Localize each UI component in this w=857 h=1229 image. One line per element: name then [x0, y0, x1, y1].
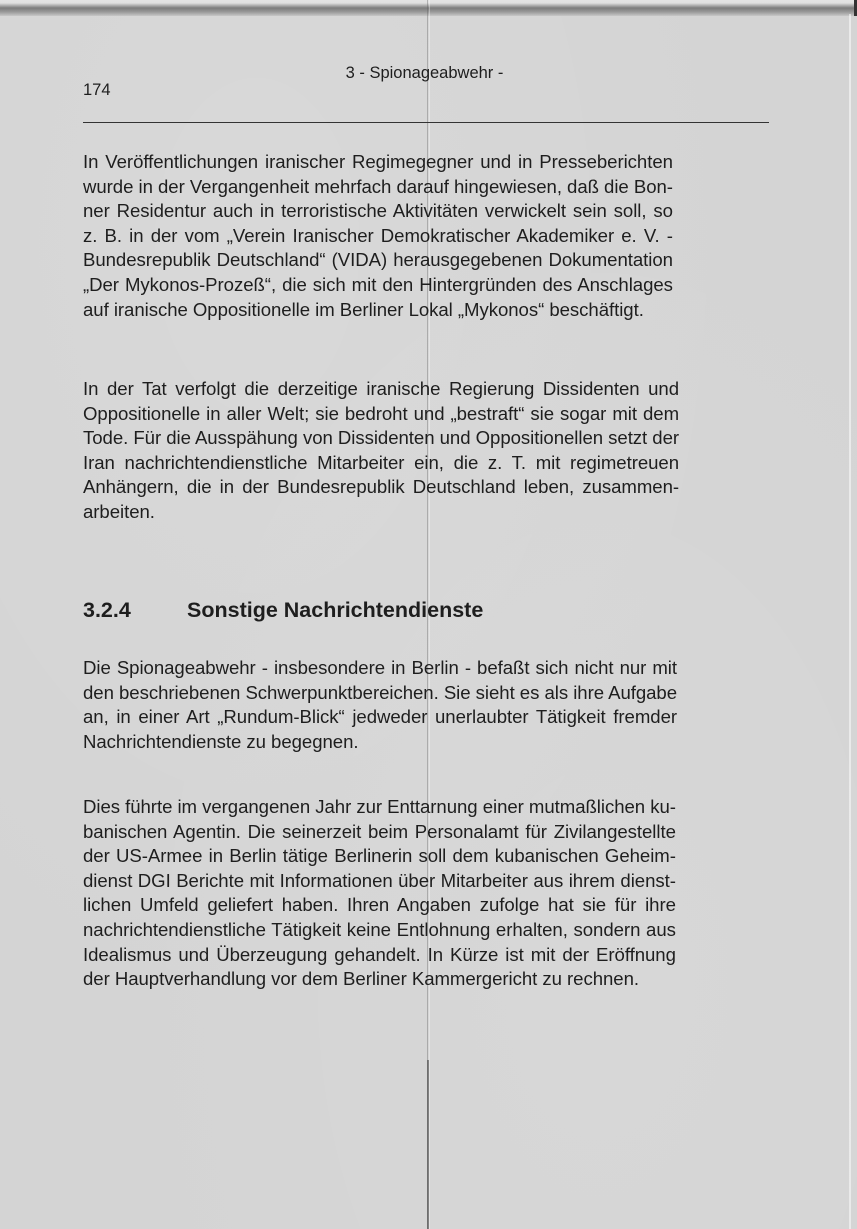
header-rule — [83, 122, 769, 123]
text-line: Anhängern, die in der Bundesrepublik Deutschland leben, zusammen- — [83, 476, 680, 498]
text-line: Bundesrepublik Deutschland“ (VIDA) herausgegebenen Dokumentation — [83, 249, 673, 271]
text-line: Dies führte im vergangenen Jahr zur Enttarnung einer mutmaßlichen ku- — [83, 796, 676, 817]
text-line: In der Tat verfolgt die derzeitige iranische Regierung Dissidenten und — [83, 378, 680, 399]
text-line: z. B. in der vom „Verein Iranischer Demokratischer Akademiker e. V. - — [83, 224, 673, 246]
text-line: Iran nachrichtendienstliche Mitarbeiter ein, die z. T. mit regimetreuen — [83, 451, 680, 473]
text-line: lichen Umfeld geliefert haben. Ihren Angaben zufolge hat sie für ihre — [83, 894, 676, 916]
text-line: In Veröffentlichungen iranischer Regimegegner und in Presseberichten — [83, 151, 673, 172]
text-line: banischen Agentin. Die seinerzeit beim Personalamt für Zivilangestellte — [83, 820, 676, 842]
text-line: Nachrichtendienste zu begegnen. — [83, 730, 359, 752]
text-line: Die Spionageabwehr - insbesondere in Berlin - befaßt sich nicht nur mit — [83, 657, 678, 678]
text-line: Oppositionelle in aller Welt; sie bedroht und „bestraft“ sie sogar mit dem — [83, 402, 680, 424]
paragraph-spionageabwehr-scope — [83, 656, 677, 754]
text-line: der US-Armee in Berlin tätige Berlinerin soll dem kubanischen Geheim- — [83, 845, 676, 867]
text-line: der Hauptverhandlung vor dem Berliner Kammergericht zu rechnen. — [83, 968, 639, 990]
text-line: „Der Mykonos-Prozeß“, die sich mit den Hintergründen des Anschlages — [83, 273, 673, 295]
page-number: 174 — [83, 81, 111, 99]
text-line: arbeiten. — [83, 500, 155, 522]
paragraph-cuban-agent-case — [83, 795, 676, 992]
section-title: Sonstige Nachrichtendienste — [187, 598, 484, 622]
section-heading — [83, 598, 483, 623]
text-line: Tode. Für die Ausspähung von Dissidenten und Oppositionellen setzt der — [83, 427, 680, 449]
section-number: 3.2.4 — [83, 598, 131, 622]
text-line: nachrichtendienstliche Tätigkeit keine Entlohnung erhalten, sondern aus — [83, 918, 676, 940]
paragraph-iranian-dissident-persecution — [83, 377, 679, 525]
text-line: Idealismus und Überzeugung gehandelt. In Kürze ist mit der Eröffnung — [83, 943, 676, 965]
text-line: ner Residentur auch in terroristische Aktivitäten verwickelt sein soll, so — [83, 200, 673, 222]
text-line: dienst DGI Berichte mit Informationen über Mitarbeiter aus ihrem dienst- — [83, 869, 676, 891]
running-header-title: 3 - Spionageabwehr - — [345, 64, 504, 82]
text-line: auf iranische Oppositionelle im Berliner Lokal „Mykonos“ beschäftigt. — [83, 298, 644, 320]
paragraph-iranian-opposition-reports — [83, 150, 673, 322]
text-line: wurde in der Vergangenheit mehrfach darauf hingewiesen, daß die Bon- — [83, 175, 673, 197]
scan-right-edge — [849, 14, 851, 1229]
text-line: an, in einer Art „Rundum-Blick“ jedweder unerlaubter Tätigkeit fremder — [83, 706, 678, 728]
page-fold-crease — [427, 1060, 429, 1229]
text-line: den beschriebenen Schwerpunktbereichen. Sie sieht es als ihre Aufgabe — [83, 681, 678, 703]
running-header — [0, 64, 857, 83]
